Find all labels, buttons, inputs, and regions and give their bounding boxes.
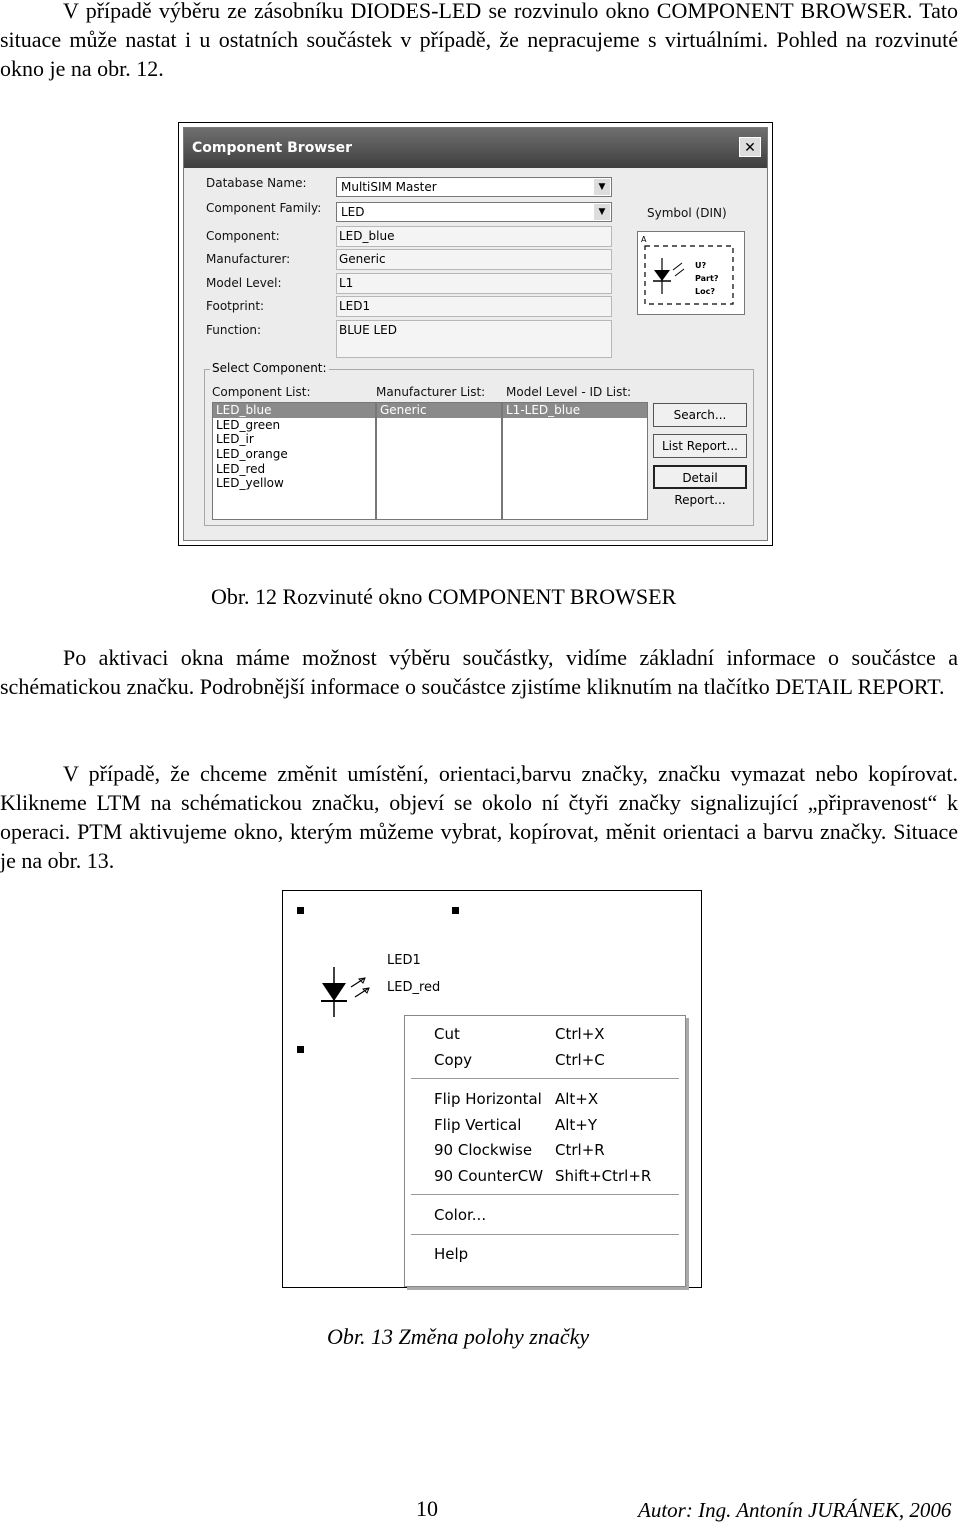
footprint-label: Footprint:	[206, 299, 265, 313]
menu-item-color[interactable]: Color...	[434, 1206, 487, 1224]
window-title: Component Browser	[184, 128, 767, 168]
manufacturer-list[interactable]	[376, 402, 502, 520]
list-report-button[interactable]: List Report...	[653, 434, 747, 458]
database-name-label: Database Name:	[206, 176, 307, 190]
list-item[interactable]: LED_ir	[216, 432, 254, 447]
select-component-label: Select Component:	[212, 361, 327, 375]
menu-item-flip-vertical[interactable]: Flip Vertical	[434, 1116, 522, 1134]
shortcut-cut: Ctrl+X	[555, 1025, 605, 1043]
selection-handle[interactable]	[297, 1046, 304, 1053]
component-family-value: LED	[341, 205, 365, 219]
component-browser-window	[183, 127, 768, 541]
list-item[interactable]: LED_orange	[216, 447, 288, 462]
list-item[interactable]: L1-LED_blue	[503, 403, 647, 418]
chevron-down-icon[interactable]: ▼	[594, 179, 610, 195]
symbol-context-menu-figure	[282, 890, 702, 1288]
component-label: Component:	[206, 229, 280, 243]
menu-separator	[411, 1234, 679, 1236]
manufacturer-label: Manufacturer:	[206, 252, 291, 266]
close-icon[interactable]: ✕	[739, 137, 761, 157]
search-button[interactable]: Search...	[653, 403, 747, 427]
function-label: Function:	[206, 323, 262, 337]
menu-item-90-clockwise[interactable]: 90 Clockwise	[434, 1141, 533, 1159]
model-level-list[interactable]	[502, 402, 648, 520]
symbol-preview	[637, 231, 745, 315]
shortcut-90-counter-cw: Shift+Ctrl+R	[555, 1167, 652, 1185]
context-menu	[404, 1015, 686, 1287]
component-field: LED_blue	[336, 226, 612, 247]
shortcut-copy: Ctrl+C	[555, 1051, 605, 1069]
model-level-label: Model Level:	[206, 276, 282, 290]
component-family-label: Component Family:	[206, 201, 322, 215]
database-name-select[interactable]	[336, 177, 612, 197]
paragraph-intro: V případě výběru ze zásobníku DIODES-LED se rozvinulo okno COMPONENT BROWSER. Tato situace může nastat i u ostatních součástek v případě, že nepracujeme s virtuálními. Pohled na rozvinuté okno je na obr. 12.	[0, 0, 958, 81]
model-level-list-label: Model Level - ID List:	[506, 385, 632, 399]
menu-separator	[411, 1078, 679, 1080]
footprint-field: LED1	[336, 296, 612, 317]
paragraph-details: Po aktivaci okna máme možnost výběru součástky, vidíme základní informace o součástce a schématickou značku. Podrobnější informace o součástce zjistíme kliknutím na tlačítko DETAIL REPORT.	[0, 645, 958, 699]
led-symbol-icon	[638, 232, 744, 314]
component-list[interactable]	[212, 402, 376, 520]
svg-text:Part?: Part?	[695, 274, 719, 283]
menu-item-copy[interactable]: Copy	[434, 1051, 473, 1069]
component-browser-figure	[178, 122, 773, 546]
svg-text:A: A	[641, 235, 647, 244]
page-number: 10	[416, 1496, 438, 1521]
led-symbol-icon[interactable]	[313, 961, 383, 1021]
shortcut-flip-vertical: Alt+Y	[555, 1116, 598, 1134]
author-footer: Autor: Ing. Antonín JURÁNEK, 2006	[638, 1498, 952, 1522]
selection-handle[interactable]	[452, 907, 459, 914]
manufacturer-list-label: Manufacturer List:	[376, 385, 486, 399]
list-item[interactable]: LED_blue	[213, 403, 375, 418]
function-field: BLUE LED	[336, 320, 612, 358]
svg-text:U?: U?	[695, 261, 707, 270]
component-list-label: Component List:	[212, 385, 311, 399]
paragraph-context-menu: V případě, že chceme změnit umístění, orientaci,barvu značky, značku vymazat nebo kopírovat. Klikneme LTM na schématickou značku, objeví se okolo ní čtyři značky signalizující „připravenost“ k operaci. PTM aktivujeme okno, kterým můžeme vybrat, kopírovat, měnit orientaci a barvu značky. Situace je na obr. 13.	[0, 761, 958, 873]
shortcut-90-clockwise: Ctrl+R	[555, 1141, 605, 1159]
detail-report-button[interactable]: Detail Report...	[653, 465, 747, 489]
selection-handle[interactable]	[297, 907, 304, 914]
svg-text:Loc?: Loc?	[695, 287, 715, 296]
model-level-field: L1	[336, 273, 612, 294]
figure1-caption: Obr. 12 Rozvinuté okno COMPONENT BROWSER	[211, 584, 677, 609]
manufacturer-field: Generic	[336, 249, 612, 270]
menu-item-90-counter-cw[interactable]: 90 CounterCW	[434, 1167, 544, 1185]
ref-label: LED1	[387, 953, 421, 968]
list-item[interactable]: LED_red	[216, 461, 266, 476]
list-item[interactable]: LED_green	[216, 417, 281, 432]
menu-separator	[411, 1194, 679, 1196]
list-item[interactable]: LED_yellow	[216, 476, 284, 491]
symbol-label: Symbol (DIN)	[647, 206, 727, 220]
menu-item-help[interactable]: Help	[434, 1245, 469, 1263]
shortcut-flip-horizontal: Alt+X	[555, 1090, 599, 1108]
figure2-caption: Obr. 13 Změna polohy značky	[327, 1324, 590, 1349]
component-family-select[interactable]	[336, 202, 612, 222]
part-label: LED_red	[387, 980, 441, 995]
chevron-down-icon[interactable]: ▼	[594, 204, 610, 220]
menu-item-cut[interactable]: Cut	[434, 1025, 460, 1043]
menu-item-flip-horizontal[interactable]: Flip Horizontal	[434, 1090, 542, 1108]
list-item[interactable]: Generic	[377, 403, 501, 418]
database-name-value: MultiSIM Master	[341, 180, 437, 194]
